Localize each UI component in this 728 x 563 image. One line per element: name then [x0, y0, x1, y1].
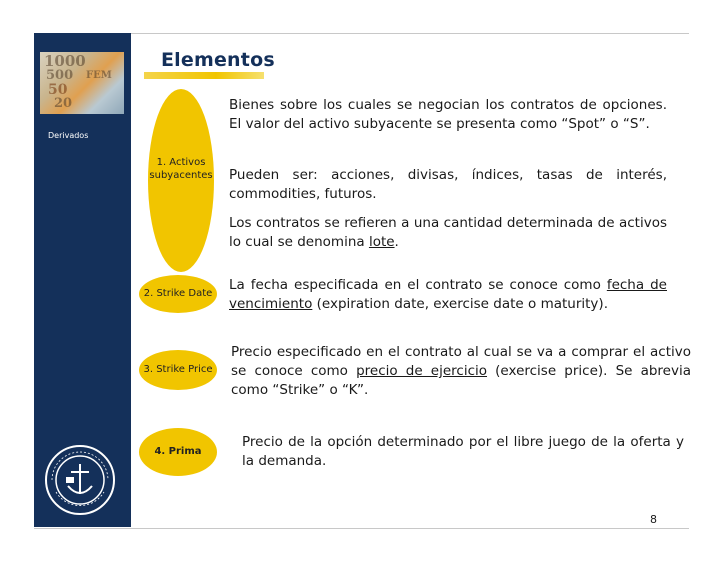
item-label-prima: 4. Prima — [139, 428, 217, 476]
item-2-paragraph: La fecha especificada en el contrato se conoce como fecha de vencimiento (expiration date, exercise date o maturity). — [229, 277, 667, 312]
title-underline — [144, 72, 264, 79]
item-label-strike-date: 2. Strike Date — [139, 275, 217, 313]
item-1-paragraph-3: Los contratos se refieren a una cantidad determinada de activos lo cual se denomina lote. — [229, 215, 667, 250]
lote-term: lote — [368, 234, 395, 250]
item-1-paragraph-1: Bienes sobre los cuales se negocian los contratos de opciones. El valor del activo subyacente se presenta como “Spot” o “S”. — [229, 97, 667, 132]
page-number: 8 — [650, 513, 657, 526]
item-4-paragraph: Precio de la opción determinado por el libre juego de la oferta y la demanda. — [242, 434, 684, 469]
fecha-vencimiento-term: fecha de vencimiento — [229, 277, 667, 312]
banknotes-image: 1000 500 FEM 50 20 — [40, 52, 124, 114]
page-title: Elementos — [161, 49, 275, 71]
sidebar-label: Derivados — [48, 131, 89, 140]
precio-ejercicio-term: precio de ejercicio — [356, 363, 488, 379]
item-label-strike-price: 3. Strike Price — [139, 350, 217, 390]
item-3-paragraph: Precio especificado en el contrato al cual se va a comprar el activo se conoce como precio de ejercicio (exercise price). Se abrevia como “Strike” o “K”. — [231, 344, 691, 398]
university-seal-icon — [44, 444, 116, 516]
item-1-paragraph-2: Pueden ser: acciones, divisas, índices, tasas de interés, commodities, futuros. — [229, 167, 667, 202]
item-label-activos: 1. Activos subyacentes — [149, 157, 213, 181]
